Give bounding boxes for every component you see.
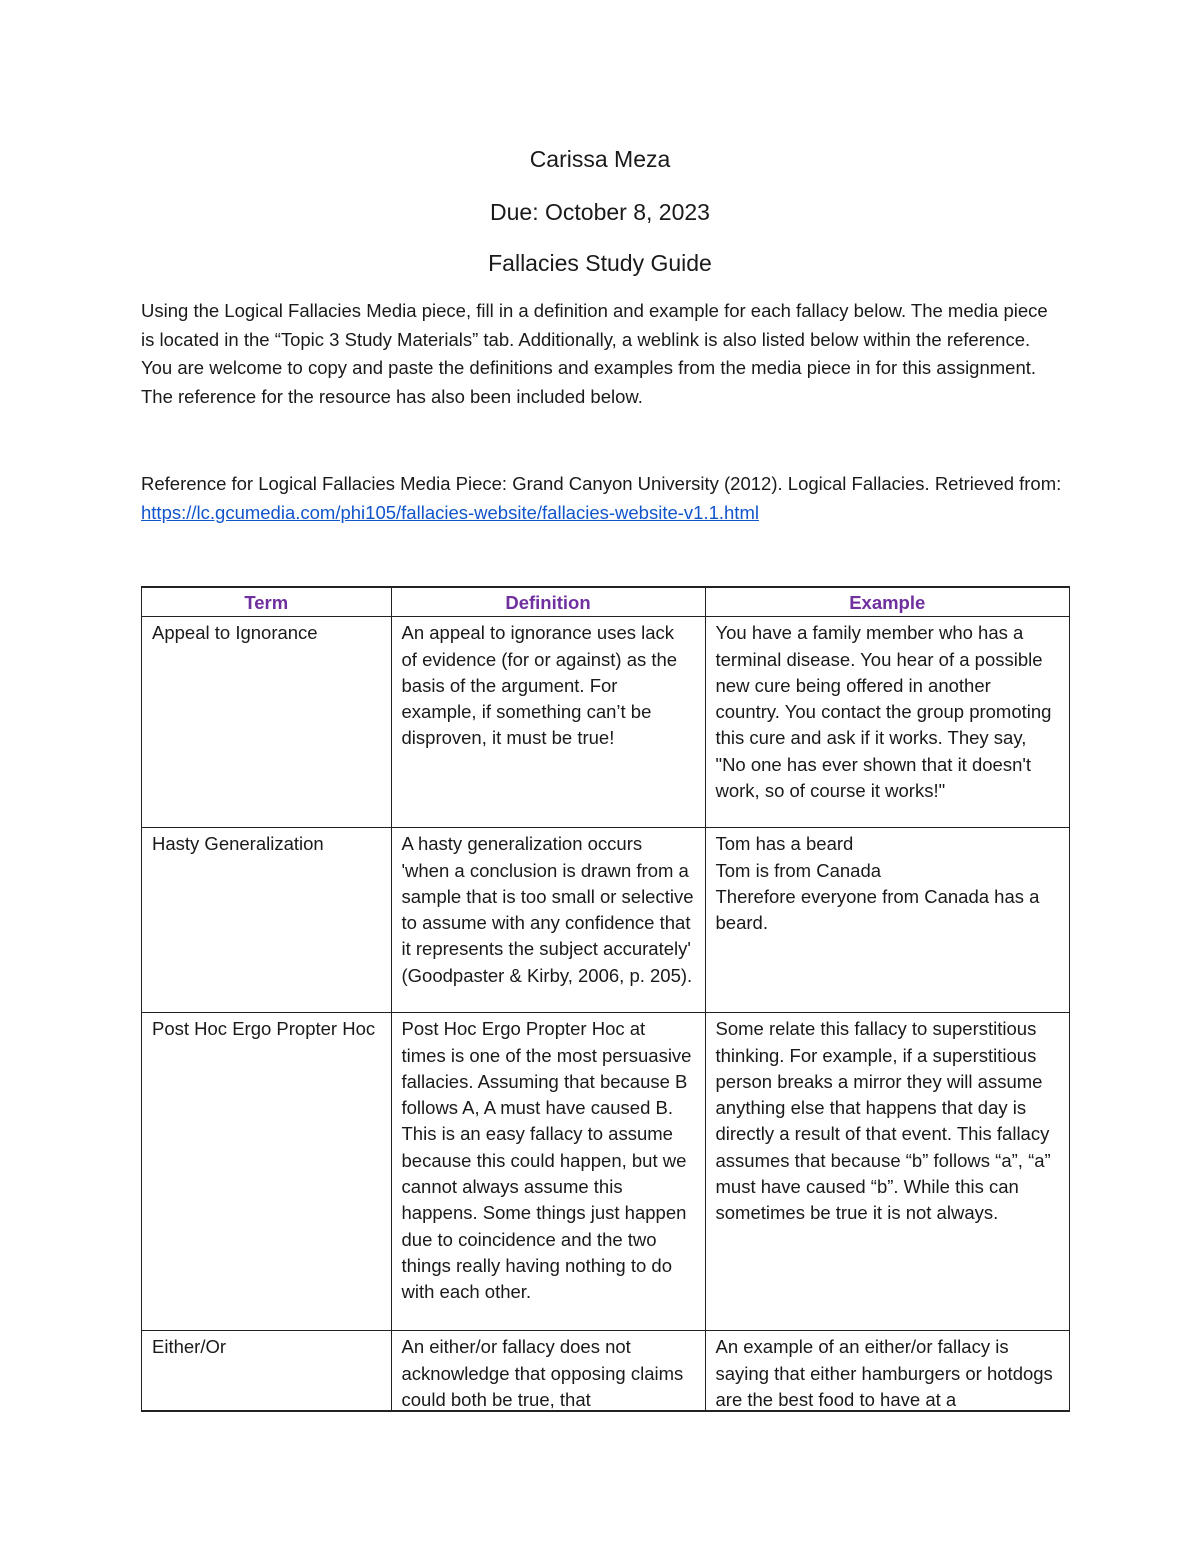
document-title: Fallacies Study Guide (488, 250, 712, 276)
definition-cell: Post Hoc Ergo Propter Hoc at times is one of the most persuasive fallacies. Assuming that because B follows A, A must have caused B. This is an easy fallacy to assume because this could happen, but we cannot always assume this happens. Some things just happen due to coincidence and the two things really having nothing to do with each other. (391, 1013, 705, 1331)
term-cell: Either/Or (142, 1331, 391, 1412)
fallacies-table-container (141, 586, 1070, 1412)
example-cell (705, 828, 1069, 1013)
example-line: Therefore everyone from Canada has a beard. (715, 885, 1040, 934)
example-cell: An example of an either/or fallacy is saying that either hamburgers or hotdogs are the best food to have at a (705, 1331, 1069, 1412)
fallacies-table (142, 588, 1069, 1412)
term-cell: Appeal to Ignorance (142, 617, 391, 828)
definition-cell: An either/or fallacy does not acknowledge that opposing claims could both be true, that (391, 1331, 705, 1412)
header-term: Term (142, 588, 391, 617)
example-cell: You have a family member who has a terminal disease. You hear of a possible new cure being offered in another country. You contact the group promoting this cure and ask if it works. They say, "No one has ever shown that it doesn't work, so of course it works!" (705, 617, 1069, 828)
example-cell: Some relate this fallacy to superstitious thinking. For example, if a superstitious person breaks a mirror they will assume anything else that happens that day is directly a result of that event. This fallacy assumes that because “b” follows “a”, “a” must have caused “b”. While this can sometimes be true it is not always. (705, 1013, 1069, 1331)
author-name: Carissa Meza (529, 146, 671, 172)
definition-cell: An appeal to ignorance uses lack of evidence (for or against) as the basis of the argument. For example, if something can’t be disproven, it must be true! (391, 617, 705, 828)
term-cell: Hasty Generalization (142, 828, 391, 1013)
instructions-paragraph: Using the Logical Fallacies Media piece, fill in a definition and example for each fallacy below. The media piece is located in the “Topic 3 Study Materials” tab. Additionally, a weblink is also listed below within the reference. You are welcome to copy and paste the definitions and examples from the media piece in for this assignment. The reference for the resource has also been included below. (141, 300, 1048, 407)
definition-cell: A hasty generalization occurs 'when a conclusion is drawn from a sample that is too small or selective to assume with any confidence that it represents the subject accurately' (Goodpaster & Kirby, 2006, p. 205). (391, 828, 705, 1013)
example-line: Tom has a beard (715, 833, 854, 855)
table-row (142, 1013, 1069, 1331)
table-header-row (142, 588, 1069, 617)
table-row (142, 617, 1069, 828)
header-example: Example (705, 588, 1069, 617)
example-line: Tom is from Canada (715, 859, 882, 881)
term-cell: Post Hoc Ergo Propter Hoc (142, 1013, 391, 1331)
table-row (142, 1331, 1069, 1412)
reference-text: Reference for Logical Fallacies Media Piece: Grand Canyon University (2012). Logical Fallacies. Retrieved from: (141, 473, 1062, 494)
reference-link[interactable]: https://lc.gcumedia.com/phi105/fallacies-website/fallacies-website-v1.1.html (141, 501, 759, 523)
reference-paragraph (141, 470, 1066, 527)
table-row (142, 828, 1069, 1013)
header-definition: Definition (391, 588, 705, 617)
due-date: Due: October 8, 2023 (490, 199, 710, 225)
